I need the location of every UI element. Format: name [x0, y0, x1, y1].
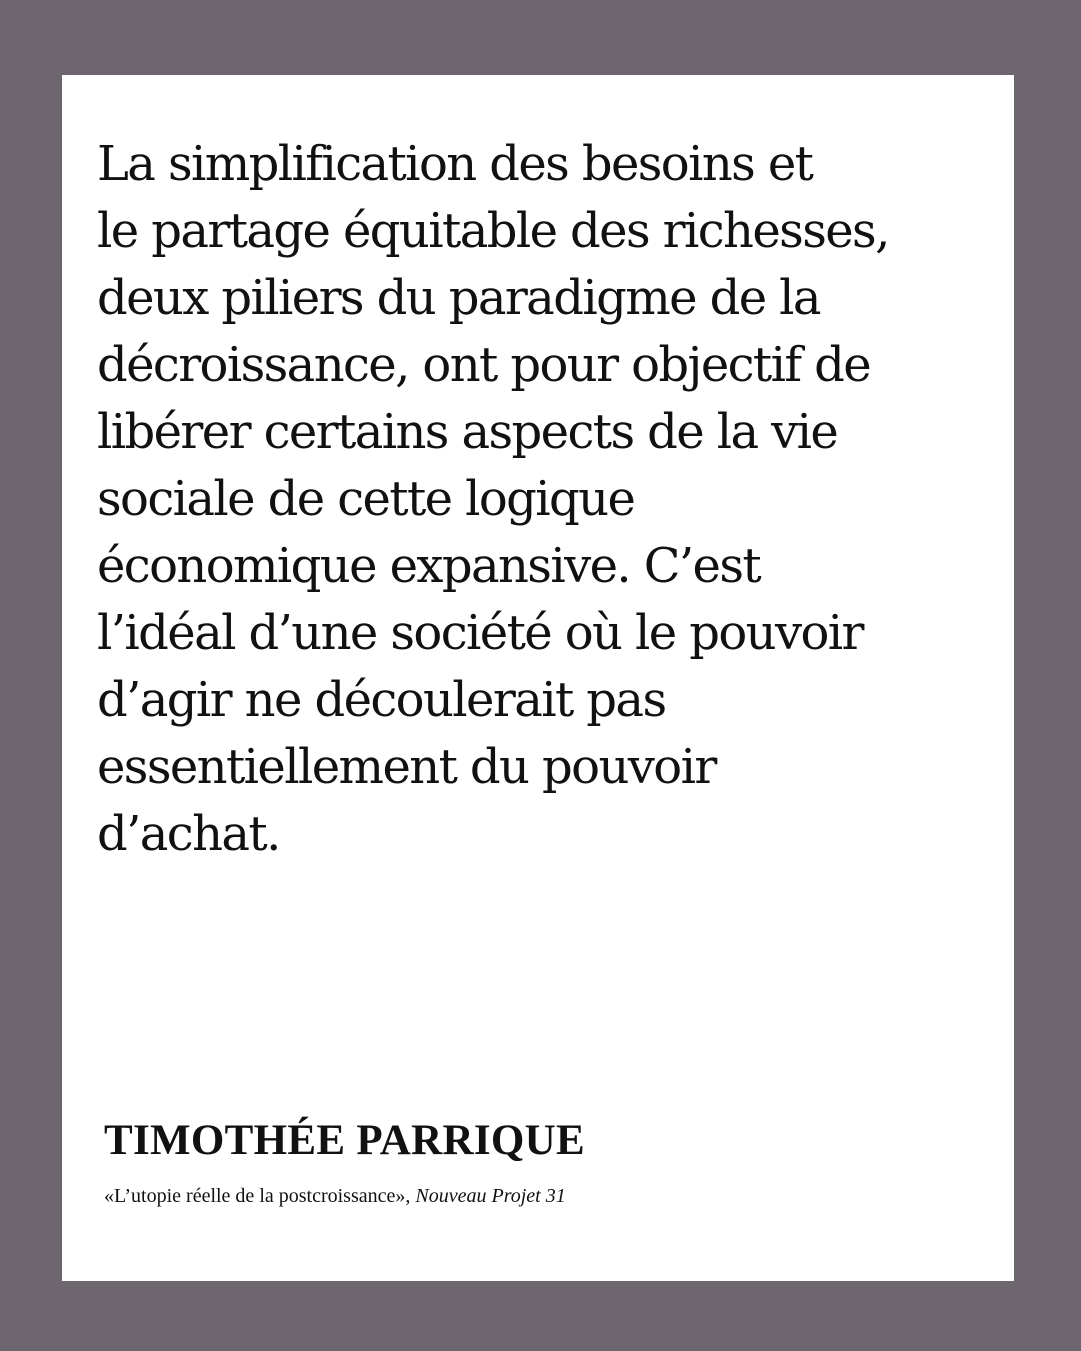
quote-line: deux piliers du paradigme de la	[97, 270, 820, 326]
quote-line: La simplification des besoins et	[97, 136, 813, 192]
author-name: TIMOTHÉE PARRIQUE	[104, 1117, 585, 1164]
quote-line: d’achat.	[97, 806, 280, 862]
quote-line: le partage équitable des richesses,	[97, 203, 889, 259]
quote-card	[62, 75, 1014, 1281]
article-title: «L’utopie réelle de la postcroissance»,	[104, 1185, 411, 1207]
quote-line: d’agir ne découlerait pas	[97, 672, 666, 728]
quote-text	[97, 131, 1002, 868]
quote-line: l’idéal d’une société où le pouvoir	[97, 605, 863, 661]
quote-line: économique expansive. C’est	[97, 538, 761, 594]
quote-line: sociale de cette logique	[97, 471, 635, 527]
quote-line: libérer certains aspects de la vie	[97, 404, 838, 460]
quote-line: essentiellement du pouvoir	[97, 739, 716, 795]
quote-line: décroissance, ont pour objectif de	[97, 337, 871, 393]
source-citation	[104, 1183, 566, 1209]
publication-name: Nouveau Projet 31	[415, 1185, 566, 1207]
